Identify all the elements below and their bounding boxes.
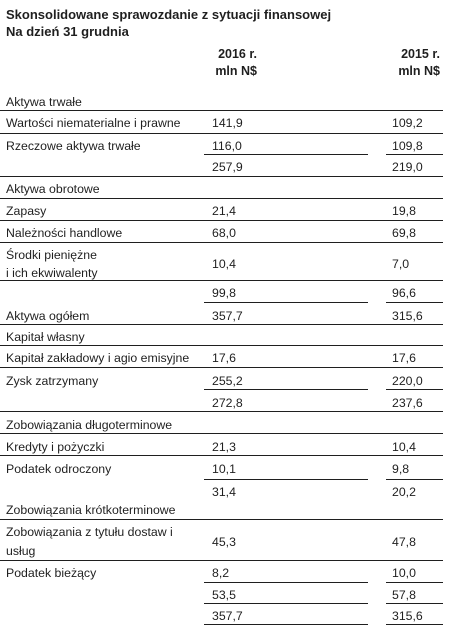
row-label-continued: i ich ekwiwalenty [6,266,98,280]
value-2015: 219,0 [392,160,423,174]
row-label-continued: usług [6,544,36,558]
row-label: Zobowiązania z tytułu dostaw i [6,525,173,539]
row-divider [0,345,443,346]
value-2015: 57,8 [392,588,416,602]
row-label: Zobowiązania długoterminowe [6,418,173,432]
subtotal-divider [204,582,368,583]
row-divider [0,560,443,561]
subtotal-divider [204,624,368,625]
value-2016: 116,0 [212,139,242,153]
subtotal-divider [386,603,443,604]
row-label: Zysk zatrzymany [6,374,99,388]
row-label: Aktywa ogółem [6,309,90,323]
value-2016: 10,4 [212,257,236,271]
title-line-2: Na dzień 31 grudnia [6,24,129,39]
value-2015: 109,2 [392,116,423,130]
row-label: Podatek odroczony [6,462,112,476]
row-label: Wartości niematerialne i prawne [6,116,181,130]
subtotal-divider [386,479,443,480]
value-2016: 141,9 [212,116,243,130]
row-divider [0,110,443,111]
subtotal-divider [386,624,443,625]
column-header-2015 [390,46,440,80]
value-2016: 257,9 [212,160,243,174]
value-2016: 357,7 [212,609,243,623]
value-2015: 9,8 [392,462,410,476]
value-2015: 315,6 [392,309,423,323]
value-2015: 96,6 [392,286,416,300]
value-2015: 69,8 [392,226,416,240]
row-divider [0,411,443,412]
subtotal-divider [204,479,368,480]
value-2015: 10,0 [392,566,416,580]
subtotal-divider [386,154,443,155]
value-2016: 17,6 [212,351,236,365]
row-divider [0,519,443,520]
value-2016: 99,8 [212,286,236,300]
value-2016: 45,3 [212,535,236,549]
row-label: Rzeczowe aktywa trwałe [6,139,141,153]
value-2015: 7,0 [392,257,410,271]
value-2015: 10,4 [392,440,416,454]
value-2015: 47,8 [392,535,416,549]
row-divider [0,455,443,456]
row-divider [0,433,443,434]
row-label: Środki pieniężne [6,248,97,262]
row-label: Aktywa obrotowe [6,182,100,196]
row-label: Zobowiązania krótkoterminowe [6,503,176,517]
value-2016: 21,4 [212,204,236,218]
row-label: Podatek bieżący [6,566,97,580]
value-2016: 68,0 [212,226,236,240]
column-header-2016 [212,46,257,80]
row-divider [0,176,443,177]
value-2016: 53,5 [212,588,236,602]
statement-title [6,6,331,40]
subtotal-divider [204,302,368,303]
row-label: Kapitał własny [6,330,85,344]
row-divider [0,324,443,325]
row-label: Kredyty i pożyczki [6,440,105,454]
value-2016: 272,8 [212,396,243,410]
value-2015: 20,2 [392,485,416,499]
row-divider [0,220,443,221]
value-2015: 109,8 [392,139,423,153]
subtotal-divider [386,389,443,390]
value-2016: 255,2 [212,374,243,388]
row-label: Aktywa trwałe [6,95,82,109]
subtotal-divider [386,582,443,583]
value-2016: 357,7 [212,309,243,323]
value-2015: 237,6 [392,396,423,410]
row-divider [0,198,443,199]
row-divider [0,367,443,368]
value-2015: 315,6 [392,609,423,623]
row-label: Zapasy [6,204,47,218]
subtotal-divider [204,154,368,155]
subtotal-divider [386,302,443,303]
column-unit-2015: mln N$ [398,64,440,78]
row-label: Kapitał zakładowy i agio emisyjne [6,351,190,365]
row-label: Należności handlowe [6,226,123,240]
row-divider [0,280,443,281]
value-2016: 10,1 [212,462,236,476]
subtotal-divider [204,603,368,604]
value-2015: 19,8 [392,204,416,218]
subtotal-divider [204,389,368,390]
value-2016: 21,3 [212,440,236,454]
value-2016: 8,2 [212,566,230,580]
column-year-2015: 2015 r. [401,47,440,61]
row-divider [0,242,443,243]
column-unit-2016: mln N$ [215,64,257,78]
value-2016: 31,4 [212,485,236,499]
value-2015: 17,6 [392,351,416,365]
column-year-2016: 2016 r. [218,47,257,61]
row-divider [0,133,443,134]
title-line-1: Skonsolidowane sprawozdanie z sytuacji finansowej [6,7,332,22]
value-2015: 220,0 [392,374,423,388]
